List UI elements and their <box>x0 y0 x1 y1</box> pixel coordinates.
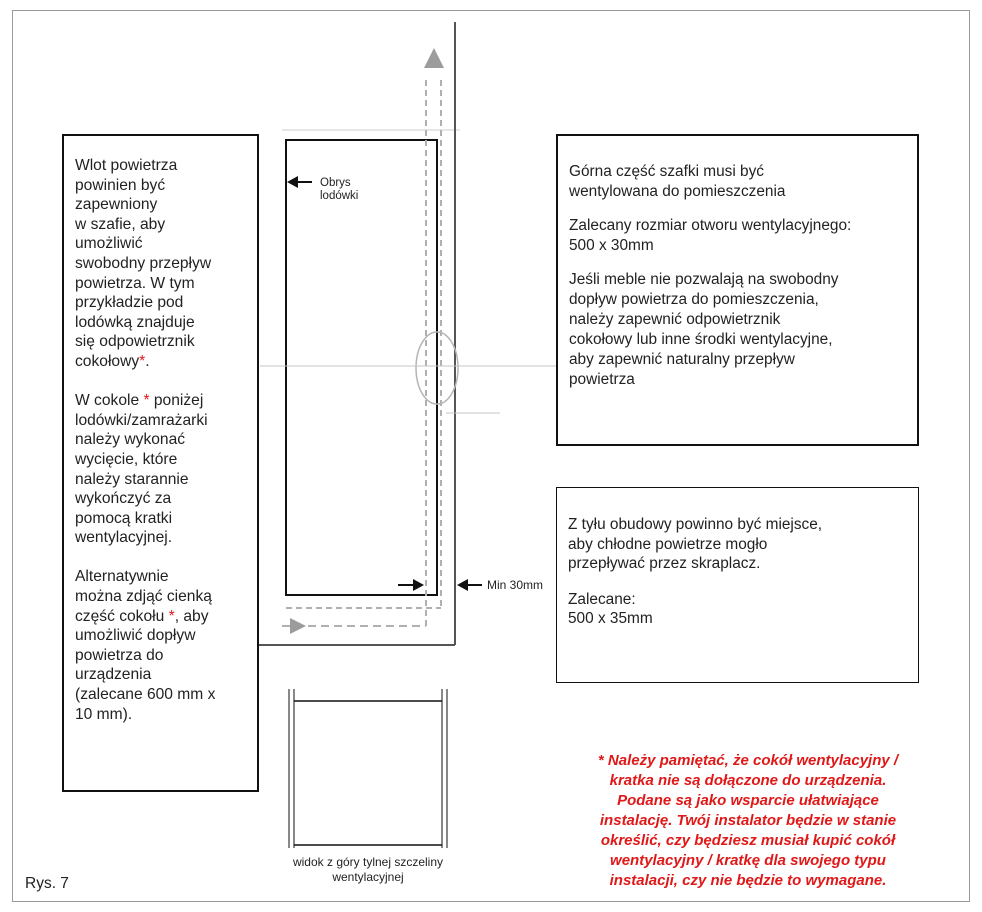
rt-paragraph-3 <box>569 270 917 390</box>
text-line: przepływać przez skraplacz. <box>568 555 761 572</box>
airflow-up-arrow <box>424 48 444 68</box>
left-line-w-cokole <box>75 391 257 411</box>
note-line: wentylacyjny / kratkę dla swojego typu <box>610 852 886 869</box>
text-line: się odpowietrznik <box>75 333 195 351</box>
rt-paragraph-1 <box>569 162 917 202</box>
w-cokole-text: W cokole <box>75 392 144 410</box>
text-line: Zalecane: <box>568 590 636 608</box>
text-line: pomocą kratki <box>75 509 173 527</box>
text-line: lodówki/zamrażarki <box>75 411 208 429</box>
gap-arrow-right <box>457 579 468 591</box>
text-line: Zalecany rozmiar otworu wentylacyjnego: <box>569 217 852 234</box>
text-line: powietrza do <box>75 646 164 664</box>
aby-text: , aby <box>174 607 209 625</box>
obrys-line-1: Obrys <box>320 177 351 189</box>
rear-clearance-info-box <box>556 487 919 683</box>
text-line: umożliwić dopływ <box>75 627 196 645</box>
text-line: lodówką znajduje <box>75 313 195 331</box>
rt-paragraph-2 <box>569 216 917 256</box>
fridge-outline <box>286 140 437 595</box>
left-paragraph-3 <box>75 567 257 606</box>
text-line: wentylowana do pomieszczenia <box>569 183 786 200</box>
gap-arrow-left <box>413 579 424 591</box>
text-line: Z tyłu obudowy powinno być miejsce, <box>568 516 823 533</box>
red-asterisk: * <box>168 607 175 625</box>
red-asterisk: * <box>143 392 150 410</box>
text-line: aby zapewnić naturalny przepływ <box>569 351 795 368</box>
period: . <box>145 352 150 370</box>
text-line: wycięcie, które <box>75 450 178 468</box>
left-line-cokolowy <box>75 352 257 372</box>
note-line: * Należy pamiętać, że cokół wentylacyjny / <box>597 752 899 769</box>
top-view-line-2: wentylacyjnej <box>332 870 404 884</box>
text-line: 10 mm). <box>75 705 133 723</box>
left-line-czesc <box>75 607 257 627</box>
rb-paragraph-1 <box>568 515 918 574</box>
text-line: urządzenia <box>75 666 152 684</box>
note-line: kratka nie są dołączone do urządzenia. <box>609 772 887 789</box>
left-paragraph-1 <box>75 156 257 352</box>
text-line: należy zapewnić odpowietrznik <box>569 311 781 328</box>
figure-number: Rys. 7 <box>25 875 69 892</box>
rb-paragraph-2 <box>568 590 918 629</box>
text-line: dopływ powietrza do pomieszczenia, <box>569 291 819 308</box>
left-paragraph-2 <box>75 411 257 548</box>
text-line: Wlot powietrza <box>75 157 178 174</box>
red-asterisk: * <box>139 352 146 370</box>
top-view-slot <box>289 689 447 848</box>
air-inlet-info-box <box>62 134 259 792</box>
obrys-line-2: lodówki <box>320 189 359 202</box>
text-line: można zdjąć cienką <box>75 588 212 606</box>
note-line: instalację. Twój instalator będzie w stanie <box>599 812 897 829</box>
airflow-in-arrow <box>290 618 306 634</box>
text-line: umożliwić <box>75 235 143 253</box>
text-line: przykładzie pod <box>75 294 184 312</box>
text-line: należy wykonać <box>75 431 186 449</box>
text-line: wentylacyjnej. <box>75 529 173 547</box>
min-gap-label: Min 30mm <box>487 578 544 592</box>
text-line: powietrza. W tym <box>75 274 195 292</box>
text-line: aby chłodne powietrze mogło <box>568 535 768 553</box>
text-line: Alternatywnie <box>75 568 169 586</box>
text-line: 500 x 30mm <box>569 237 654 254</box>
text-line: wykończyć za <box>75 490 172 508</box>
top-view-line-1: widok z góry tylnej szczeliny <box>292 855 444 869</box>
text-line: powinien być <box>75 176 166 194</box>
cokolowy-text: cokołowy <box>75 352 140 370</box>
text-line: Górna część szafki musi być <box>569 163 765 180</box>
fridge-outline-arrow <box>287 176 298 188</box>
upper-ventilation-info-box <box>556 134 919 446</box>
czesc-text: część cokołu <box>75 607 169 625</box>
text-line: powietrza <box>569 371 635 388</box>
fridge-outline-label <box>320 177 358 202</box>
left-paragraph-4 <box>75 626 257 724</box>
red-disclaimer-note <box>536 751 960 891</box>
note-line: Podane są jako wsparcie ułatwiające <box>617 792 879 809</box>
text-line: 500 x 35mm <box>568 610 653 627</box>
text-line: cokołowy lub inne środki wentylacyjne, <box>569 331 833 348</box>
note-line: określić, czy będziesz musiał kupić cokół <box>600 832 896 849</box>
note-line: instalacji, czy nie będzie to wymagane. <box>609 872 887 889</box>
text-line: należy starannie <box>75 470 189 488</box>
text-line: (zalecane 600 mm x <box>75 686 216 704</box>
text-line: swobodny przepływ <box>75 254 212 272</box>
top-view-caption <box>270 855 466 885</box>
text-line: w szafie, aby <box>75 215 166 233</box>
ponizej-text: poniżej <box>149 392 204 410</box>
text-line: Jeśli meble nie pozwalają na swobodny <box>569 271 839 288</box>
text-line: zapewniony <box>75 196 158 214</box>
